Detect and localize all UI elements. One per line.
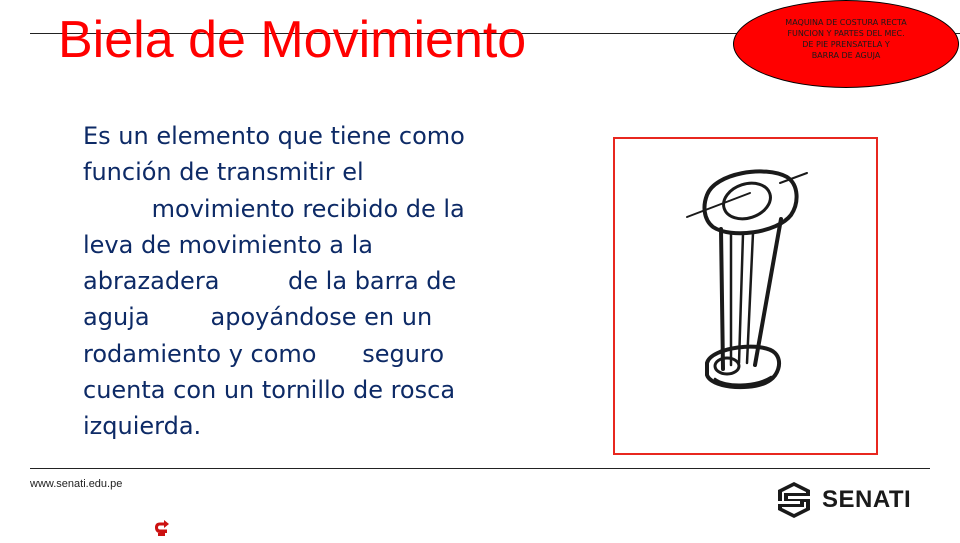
badge-line: BARRA DE AGUJA [811, 51, 881, 60]
connecting-rod-drawing [615, 139, 876, 453]
paragraph-line: cuenta con un tornillo de rosca [83, 376, 456, 405]
paragraph-line: leva de movimiento a la [83, 230, 373, 259]
logo-wordmark: SENATI [822, 486, 912, 513]
paragraph-line: aguja apoyándose en un [83, 303, 433, 332]
paragraph-line: abrazadera de la barra de [83, 267, 457, 296]
description-paragraph [83, 118, 583, 445]
topic-badge [733, 0, 959, 88]
badge-line: DE PIE PRENSATELA Y [802, 40, 890, 49]
badge-text [766, 17, 926, 61]
paragraph-line: Es un elemento que tiene como [83, 122, 465, 150]
footer-url[interactable]: www.senati.edu.pe [30, 478, 123, 490]
badge-line: MAQUINA DE COSTURA RECTA [785, 18, 907, 27]
slide-title: Biela de Movimiento [58, 11, 527, 69]
paragraph-line: izquierda. [83, 412, 202, 441]
paragraph-line: rodamiento y como seguro [83, 339, 444, 368]
paragraph-line: movimiento recibido de la [83, 194, 465, 223]
paragraph-line: función de transmitir el [83, 158, 364, 187]
senati-logo [774, 480, 911, 520]
connecting-rod-figure [613, 137, 878, 455]
senati-emblem-icon [774, 480, 814, 520]
bottom-rule [30, 468, 930, 469]
badge-line: FUNCION Y PARTES DEL MEC. [787, 29, 905, 38]
return-arrow-icon[interactable] [155, 518, 171, 543]
